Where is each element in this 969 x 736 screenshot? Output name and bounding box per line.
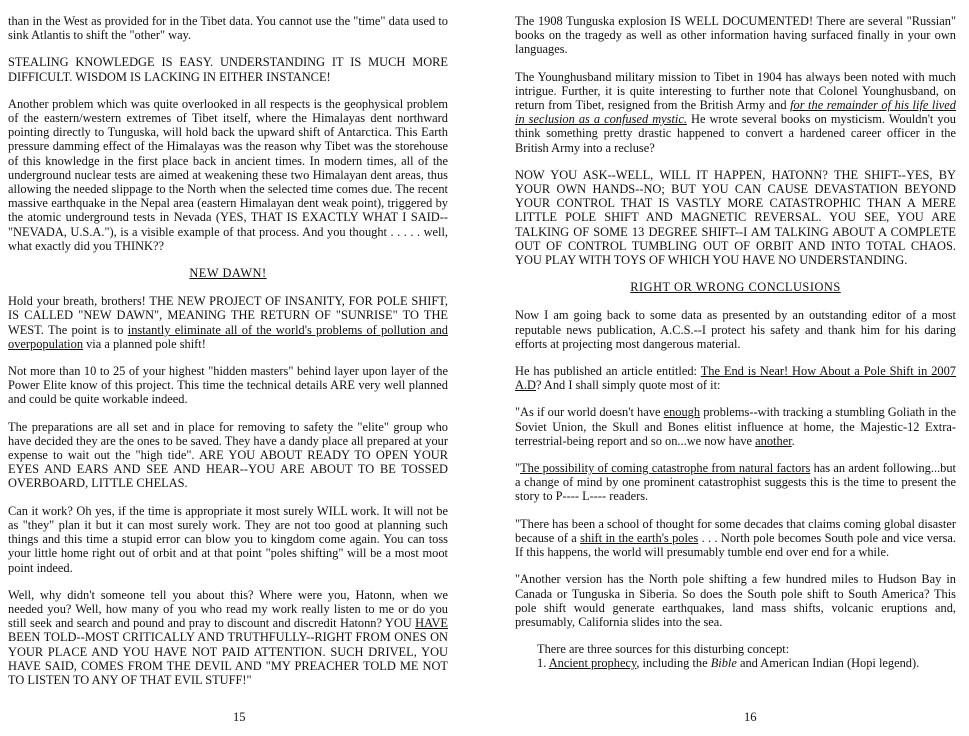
page-number-left: 15 [233, 710, 246, 724]
right-list-italic: Bible [710, 656, 737, 671]
right-p6-text-b: problems--with tracking a stumbling Goliath in the Soviet Union, the Skull and Bones elitist influence at home, the Majestic-12 Extra-terrestrial-being report and so on...we now have [515, 405, 956, 448]
right-paragraph-2 [515, 70, 956, 155]
right-p5-article-title: The End is Near! How About a Pole Shift in 2007 A.D [515, 364, 956, 393]
right-list-underlined: Ancient prophecy [548, 656, 637, 671]
left-paragraph-3: Another problem which was quite overlooked in all respects is the geophysical problem of the eastern/western extremes of Tibet itself, where the Himalayas dent northward pointing directly to Tunguska, will hold back the upward shift of Antarctica. This Earth pressure damming effect of the Himalayas was the reason why Tibet was the storehouse of this knowledge in the first place back in ancient times. In modern times, all of the underground nuclear tests are aimed at weakening these two Himalayan dent areas, thus allowing the needed slippage to the North when the selected time comes due. The recent massive earthquake in the Nepal area (eastern Himalayan dent weak point), triggered by the atomic underground tests in Nevada (YES, THAT IS EXACTLY WHAT I SAID--"NEVADA, U.S.A."), is a visible example of that process. And you thought . . . . . well, what exactly did you THINK?? [8, 96, 448, 253]
right-paragraph-3: NOW YOU ASK--WELL, WILL IT HAPPEN, HATONN? THE SHIFT--YES, BY YOUR OWN HANDS--NO; BUT YOU CAN CAUSE DEVASTATION BEYOND YOUR CONTROL THAT IS VASTLY MORE CATASTROPHIC THAN A MERE LITTLE POLE SHIFT AND MAGNETIC REVERSAL. YOU SEE, YOU ARE TALKING OF SOME 13 DEGREE SHIFT--I AM TALKING ABOUT A COMPLETE OUT OF CONTROL TUMBLING OUT OF ORBIT AND INTO TOTAL CHAOS. YOU PLAY WITH TOYS OF WHICH YOU HAVE NO UNDERSTANDING. [515, 167, 956, 268]
left-p4-text-b: via a planned pole shift! [83, 336, 206, 351]
right-paragraph-9: "Another version has the North pole shifting a few hundred miles to Hudson Bay in Canada or Tunguska in Siberia. So does the South pole shift to South America? This pole shift would generate earthquakes, land mass shifts, volcanic eruptions and, presumably, California slides into the sea. [515, 572, 956, 629]
right-p5-text-b: ? And I shall simply quote most of it: [536, 378, 721, 393]
section-heading-conclusions: RIGHT OR WRONG CONCLUSIONS [630, 280, 841, 295]
right-list-text-b: and American Indian (Hopi legend). [736, 656, 920, 671]
right-paragraph-8 [515, 517, 956, 560]
right-p2-text-a: The Younghusband military mission to Tibet in 1904 has always been noted with much intrigue. Further, it is quite interesting to further note that Colonel Younghusband, on return from Tibet, resigned from the British Army and [515, 69, 956, 113]
left-paragraph-4 [8, 294, 448, 351]
right-paragraph-5 [515, 364, 956, 392]
left-paragraph-2: STEALING KNOWLEDGE IS EASY. UNDERSTANDING IT IS MUCH MORE DIFFICULT. WISDOM IS LACKING IN EITHER INSTANCE! [8, 55, 448, 84]
right-p2-text-b: He wrote several books on mysticism. Wouldn't you think something pretty drastic happened to convert a hardened career officer in the British Army into a recluse? [515, 112, 956, 155]
left-paragraph-6: The preparations are all set and in place for removing to safety the "elite" group who have decided they are the ones to be saved. They have a dandy place all prepared at your expense to wait out the "high tide". ARE YOU ABOUT READY TO OPEN YOUR EYES AND EARS AND SEE AND HEAR--YOU ARE ABOUT TO BE TOSSED OVERBOARD, LITTLE CHELAS. [8, 419, 448, 491]
left-paragraph-8 [8, 588, 448, 687]
right-p6-underlined-2: another [755, 433, 792, 448]
left-p4-underlined: instantly eliminate all of the world's problems of pollution and overpopulation [8, 322, 448, 351]
left-paragraph-1: than in the West as provided for in the Tibet data. You cannot use the "time" data used to sink Atlantis to shift the "other" way. [8, 14, 448, 43]
left-p8-text-b: BEEN TOLD--MOST CRITICALLY AND TRUTHFULLY--RIGHT FROM ONES ON YOUR PLACE AND YOU HAVE NOT PAID ATTENTION. SUCH DRIVEL, YOU HAVE SAID, COMES FROM THE DEVIL AND "MY PREACHER TOLD ME NOT TO LISTEN TO ANY OF THAT EVIL STUFF!" [8, 630, 448, 687]
right-p7-text-b: has an ardent following...but a change of mind by one prominent catastrophist suggests this is the time to present the story to P---- L---- readers. [515, 461, 956, 504]
right-p8-underlined: shift in the earth's poles [580, 530, 699, 545]
right-p8-text-b: . . . North pole becomes South pole and vice versa. If this happens, the world will presumably tumble end over end for a while. [515, 530, 956, 560]
right-p2-underlined: for the remainder of his life lived in seclusion as a confused mystic. [515, 98, 956, 127]
left-page [8, 14, 448, 700]
left-paragraph-7: Can it work? Oh yes, if the time is appropriate it most surely WILL work. It will not be as "they" plan it but it can most surely work. They are not too good at planning such things and this time a stupid error can blow you to kingdom come again. You can toss your little home right out of orbit and at that point "poles shifting" will be a most moot point indeed. [8, 503, 448, 575]
left-p8-underlined: HAVE [415, 616, 448, 631]
section-heading-new-dawn: NEW DAWN! [189, 266, 267, 281]
right-p6-text-a: "As if our world doesn't have [515, 405, 664, 420]
right-list-item-1 [537, 656, 956, 670]
right-p7-underlined: The possibility of coming catastrophe from natural factors [520, 461, 811, 476]
right-p7-text-a: " [515, 461, 521, 476]
left-p4-text-a: Hold your breath, brothers! THE NEW PROJECT OF INSANITY, FOR POLE SHIFT, IS CALLED "NEW DAWN", MEANING THE RETURN OF "SUNRISE" TO THE WEST. The point is to [8, 294, 448, 337]
right-paragraph-7 [515, 461, 956, 504]
right-list-number: 1. [537, 656, 549, 671]
right-paragraph-1: The 1908 Tunguska explosion IS WELL DOCUMENTED! There are several "Russian" books on the tragedy as well as other information having surfaced finally in your own languages. [515, 14, 956, 57]
right-paragraph-10: There are three sources for this disturbing concept: [537, 642, 790, 657]
left-paragraph-5: Not more than 10 to 25 of your highest "hidden masters" behind layer upon layer of the Power Elite know of this project. This time the technical details ARE very well planned and could be quite workable indeed. [8, 364, 448, 407]
right-list-text-a: , including the [636, 656, 711, 671]
right-p6-text-c: . [791, 433, 795, 448]
right-p5-text-a: He has published an article entitled: [515, 364, 701, 379]
right-p6-underlined-1: enough [663, 405, 701, 420]
page-number-right: 16 [744, 710, 757, 724]
right-paragraph-6 [515, 405, 956, 448]
right-paragraph-4: Now I am going back to some data as presented by an outstanding editor of a most reputable news publication, A.C.S.--I protect his safety and thank him for his daring efforts at projecting most dangerous material. [515, 308, 956, 351]
right-p8-text-a: "There has been a school of thought for some decades that claims coming global disaster because of a [515, 516, 956, 545]
right-page [515, 14, 956, 684]
left-p8-text-a: Well, why didn't someone tell you about this? Where were you, Hatonn, when we needed you? Well, how many of you who read my work really listen to me or do you still seek and search and pound and pray to discount and discredit Hatonn? YOU [8, 587, 448, 631]
